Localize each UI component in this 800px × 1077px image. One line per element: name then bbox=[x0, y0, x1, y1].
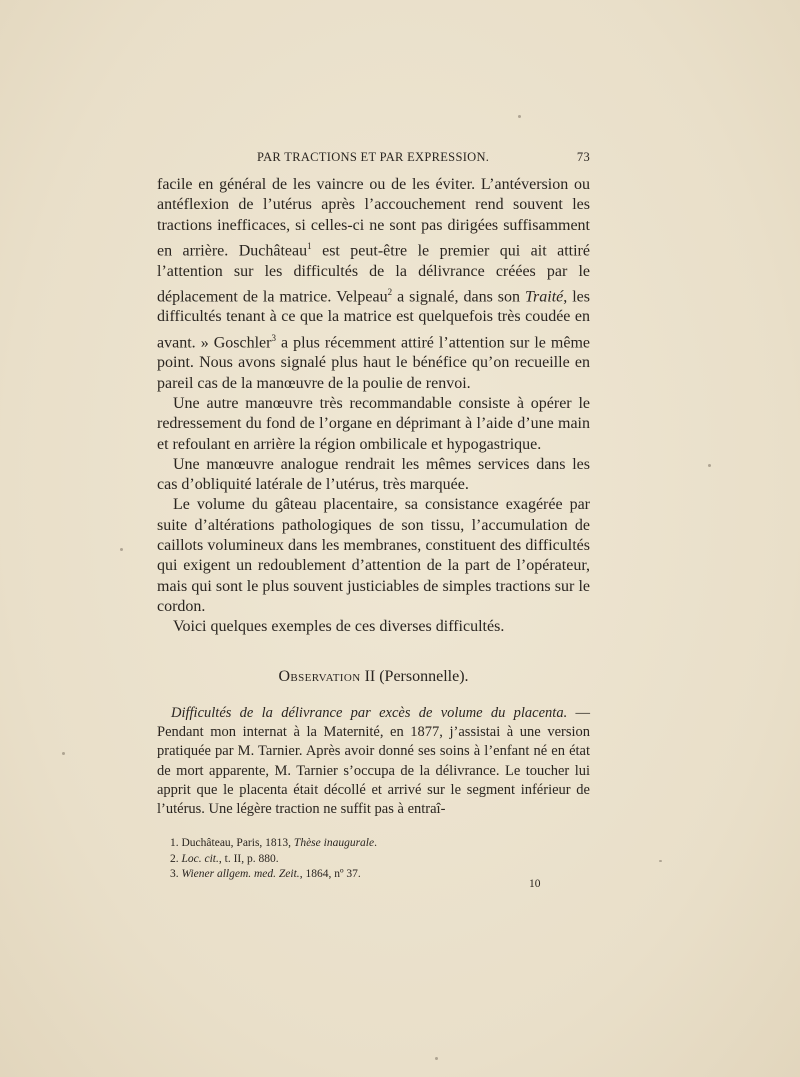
paragraph-3: Une manœuvre analogue rendrait les mêmes services dans les cas d’obliquité latérale de l’utérus, très marquée. bbox=[157, 455, 590, 494]
page-number: 73 bbox=[576, 150, 590, 164]
footnote-2: 2. Loc. cit., t. II, p. 880. bbox=[170, 852, 279, 865]
footnotes bbox=[170, 836, 590, 883]
paragraph-5: Voici quelques exemples de ces diverses difficultés. bbox=[173, 618, 505, 636]
observation-title: Observation II (Personnelle). bbox=[278, 668, 469, 685]
footnote-3: 3. Wiener allgem. med. Zeit., 1864, nº 37. bbox=[170, 868, 361, 880]
signature-mark: 10 bbox=[529, 878, 541, 890]
paper-speck bbox=[62, 752, 65, 755]
running-title: PAR TRACTIONS ET PAR EXPRESSION. bbox=[257, 150, 490, 164]
traite-title: Traité bbox=[525, 288, 564, 306]
running-header bbox=[157, 150, 590, 168]
observation-heading: Difficultés de la délivrance par excès de volume du placenta. bbox=[171, 705, 568, 721]
paper-speck bbox=[708, 464, 711, 467]
footnote-1: 1. Duchâteau, Paris, 1813, Thèse inaugurale. bbox=[170, 837, 377, 849]
observation-body: Pendant mon internat à la Maternité, en 1877, j’assistai à une version pratiquée par M. Tarnier. Après avoir donné ses soins à l’enfant né en état de mort apparente, M. Tarnier s’occupa de la délivrance. Le toucher lui apprit que le placenta était décollé et arrivé sur le segment inférieur de l’utérus. Une légère traction ne suffit pas à entraî- bbox=[157, 724, 590, 818]
paragraph-2: Une autre manœuvre très recommandable consiste à opérer le redressement du fond de l’organe en déprimant à l’aide d’une main et refoulant en arrière la région ombilicale et hypogastrique. bbox=[157, 394, 590, 453]
paragraph-1: facile en général de les vaincre ou de les éviter. L’antéversion ou antéflexion de l’utérus après l’accouchement rend souvent les tractions inefficaces, si celles-ci ne sont pas dirigées suffisamment en arrière. Duchâteau$^1$ est peut-être le premier qui ait attiré l’attention sur les difficultés de la délivrance créées par le déplacement de la matrice. Velpeau$^2$ a signalé, dans son Traité, les difficultés tenant à ce que la matrice est quelquefois très coudée en avant. » Goschler$^3$ a plus récemment attiré l’attention sur le même point. Nous avons signalé plus haut le bénéfice qu’on recueille en pareil cas de la manœuvre de la poulie de renvoi. bbox=[157, 176, 591, 392]
footnote-ref-1: 1 bbox=[307, 240, 312, 251]
footnote-ref-3: 3 bbox=[271, 332, 276, 343]
paragraph-4: Le volume du gâteau placentaire, sa consistance exagérée par suite d’altérations pathologiques de son tissu, l’accumulation de caillots volumineux dans les membranes, constituent des difficultés qui exigent un redoublement d’attention de la part de l’opérateur, mais qui sont le plus souvent justiciables de simples tractions sur le cordon. bbox=[157, 496, 590, 615]
paper-speck bbox=[518, 115, 521, 118]
paper-speck bbox=[659, 860, 662, 862]
observation-text: Difficultés de la délivrance par excès de volume du placenta. — Pendant mon internat à la Maternité, en 1877, j’assistai à une version pratiquée par M. Tarnier. Après avoir donné ses soins à l’enfant né en état de mort apparente, M. Tarnier s’occupa de la délivrance. Le toucher lui apprit que le placenta était décollé et arrivé sur le segment inférieur de l’utérus. Une légère traction ne suffit pas à entraî- bbox=[157, 705, 590, 818]
paper-speck bbox=[120, 548, 123, 551]
main-text bbox=[157, 175, 590, 638]
paper-speck bbox=[435, 1057, 438, 1060]
footnote-ref-2: 2 bbox=[387, 286, 393, 297]
